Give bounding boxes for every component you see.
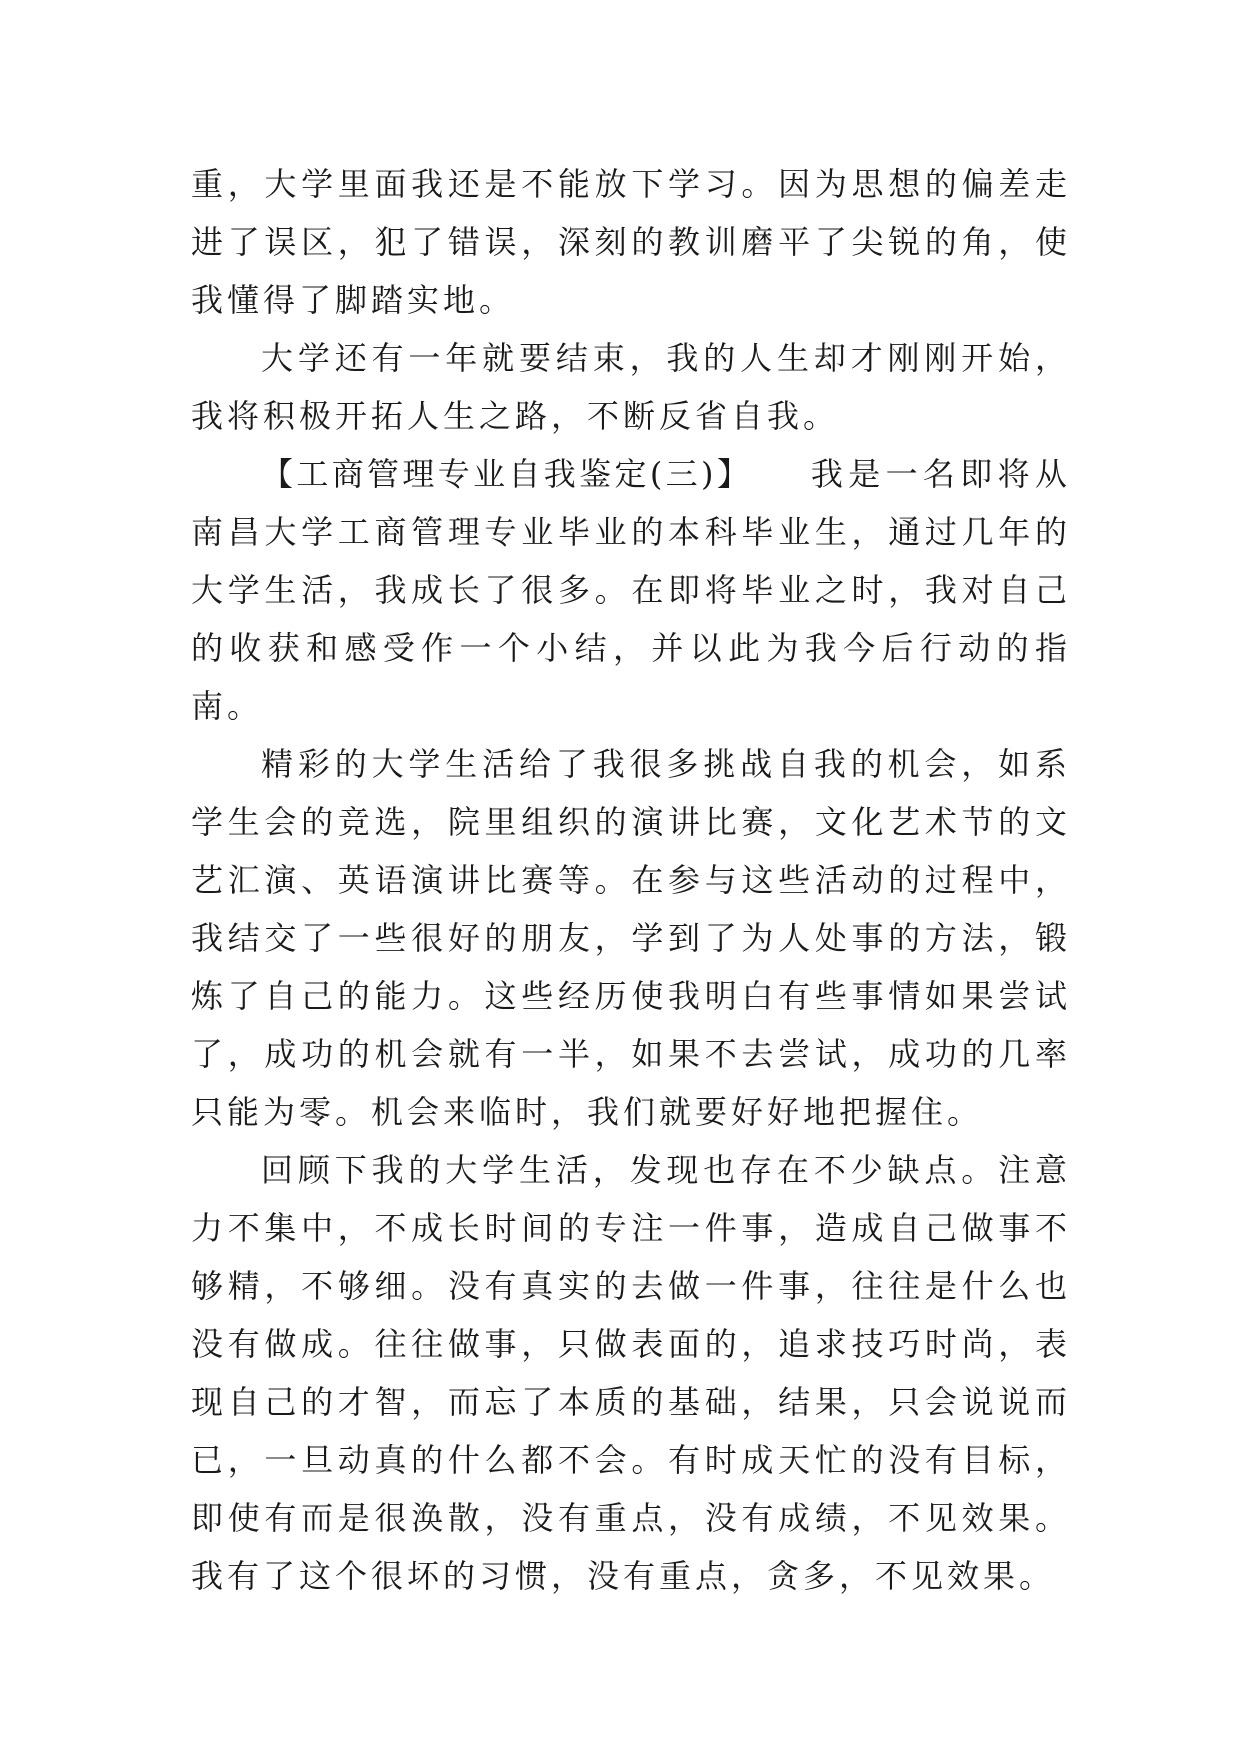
document-body — [191, 155, 1071, 1605]
paragraph-activities: 精彩的大学生活给了我很多挑战自我的机会，如系学生会的竞选，院里组织的演讲比赛，文化艺术节的文艺汇演、英语演讲比赛等。在参与这些活动的过程中，我结交了一些很好的朋友，学到了为人处事的方法，锻炼了自己的能力。这些经历使我明白有些事情如果尝试了，成功的机会就有一半，如果不去尝试，成功的几率只能为零。机会来临时，我们就要好好地把握住。 — [191, 745, 1071, 1131]
section-heading-text: 我是一名即将从南昌大学工商管理专业毕业的本科毕业生，通过几年的大学生活，我成长了很多。在即将毕业之时，我对自己的收获和感受作一个小结，并以此为我今后行动的指南。 — [191, 455, 1071, 725]
paragraph-shortcomings: 回顾下我的大学生活，发现也存在不少缺点。注意力不集中，不成长时间的专注一件事，造成自己做事不够精，不够细。没有真实的去做一件事，往往是什么也没有做成。往往做事，只做表面的，追求技巧时尚，表现自己的才智，而忘了本质的基础，结果，只会说说而已，一旦动真的什么都不会。有时成天忙的没有目标，即使有而是很涣散，没有重点，没有成绩，不见效果。我有了这个很坏的习惯，没有重点，贪多，不见效果。 — [191, 1151, 1071, 1595]
paragraph-university-ending: 大学还有一年就要结束，我的人生却才刚刚开始，我将积极开拓人生之路，不断反省自我。 — [191, 339, 1071, 435]
paragraph-continuation: 重，大学里面我还是不能放下学习。因为思想的偏差走进了误区，犯了错误，深刻的教训磨平了尖锐的角，使我懂得了脚踏实地。 — [191, 165, 1071, 319]
section-heading: 【工商管理专业自我鉴定(三)】 — [261, 455, 737, 493]
paragraph-section-three — [191, 445, 1071, 735]
